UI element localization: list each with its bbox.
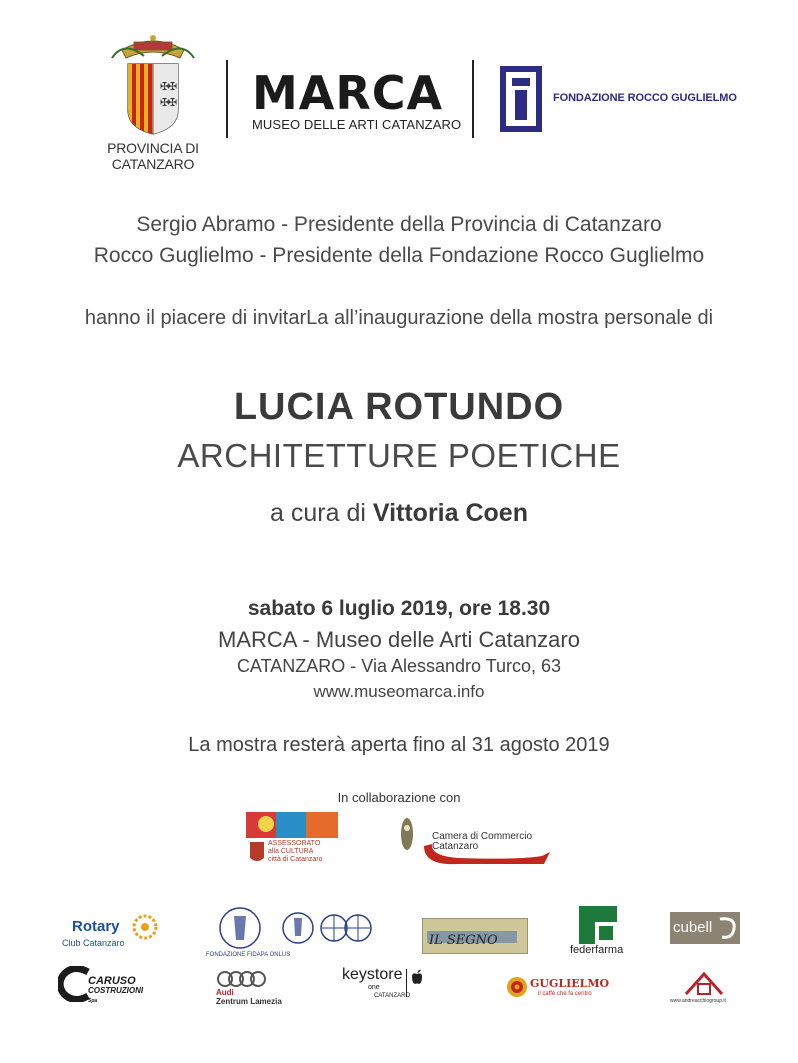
curator-name: Vittoria Coen (372, 499, 528, 527)
svg-text:✠: ✠ (168, 80, 178, 93)
guglielmo-target-icon (506, 976, 528, 998)
caruso-spa: Spa (88, 998, 98, 1004)
event-date: sabato 6 luglio 2019, ore 18.30 (247, 597, 551, 620)
assessorato-line3: città di Catanzaro (268, 856, 323, 863)
assessorato-line2: alla CULTURA (268, 848, 314, 855)
andreacchio-logo (668, 970, 742, 1006)
guglielmo-word: GUGLIELMO (530, 977, 610, 990)
fidapa-logo (206, 906, 378, 960)
provincia-logo (104, 28, 202, 178)
provincia-label-line2: CATANZARO (111, 156, 195, 172)
host-line-1: Sergio Abramo - Presidente della Provincia di Catanzaro (136, 213, 662, 236)
cubello-logo (670, 912, 740, 944)
host-line-2: Rocco Guglielmo - Presidente della Fondazione Rocco Guglielmo (93, 244, 705, 267)
fidapa-label: FONDAZIONE FIDAPA ONLUS (206, 952, 291, 958)
guglielmo-caffe-logo (506, 974, 610, 1004)
camera-commercio-logo (398, 816, 558, 870)
svg-text:✠: ✠ (160, 80, 170, 93)
audi-place: Zentrum Lamezia (216, 997, 282, 1006)
caruso-c-icon (58, 966, 92, 1002)
fondazione-label: FONDAZIONE ROCCO GUGLIELMO (553, 92, 737, 104)
provincia-crest-icon (104, 28, 202, 138)
camera-line1: Camera di Commercio (432, 831, 533, 842)
curator-line (0, 499, 798, 528)
svg-text:✠: ✠ (168, 96, 178, 109)
event-venue: MARCA - Museo delle Arti Catanzaro (218, 627, 580, 652)
assessorato-line1: ASSESSORATO (268, 840, 321, 847)
invitation-intro: hanno il piacere di invitarLa all’inaugurazione della mostra personale di (84, 307, 714, 329)
camera-line2: Catanzaro (432, 841, 479, 852)
federfarma-logo (570, 906, 630, 958)
fondazione-mark-icon (500, 66, 542, 132)
curator-prefix: a cura di (270, 499, 366, 527)
andreacchio-url: www.andreacchiogroup.it (670, 998, 726, 1004)
il-segno-word: IL SEGNO (429, 933, 498, 948)
cubello-word: cubell (673, 919, 713, 936)
marca-logo-word: MARCA (252, 66, 444, 120)
guglielmo-tagline: il caffè che fa centro (538, 991, 592, 997)
keystore-logo (340, 966, 436, 1006)
caruso-logo (58, 966, 154, 1006)
event-address: CATANZARO - Via Alessandro Turco, 63 (236, 656, 562, 676)
svg-text:✠: ✠ (160, 96, 170, 109)
assessorato-cultura-logo (246, 812, 338, 870)
collaboration-label: In collaborazione con (337, 790, 461, 805)
marca-logo-subtitle: MUSEO DELLE ARTI CATANZARO (252, 117, 462, 132)
exhibition-title: ARCHITETTURE POETICHE (177, 437, 621, 474)
provincia-label-line1: PROVINCIA DI (107, 140, 199, 156)
il-segno-logo (422, 918, 528, 954)
header-divider-left (226, 60, 228, 138)
andreacchio-house-icon (684, 970, 724, 996)
federfarma-word: federfarma (570, 944, 624, 956)
artist-name: LUCIA ROTUNDO (233, 386, 565, 428)
audi-word: Audi (216, 988, 234, 997)
header-divider-right (472, 60, 474, 138)
keystore-one: one (368, 984, 380, 991)
audi-rings-icon (216, 970, 268, 988)
open-until: La mostra resterà aperta fino al 31 agosto 2019 (188, 734, 610, 756)
keystore-word: keystore (342, 966, 403, 983)
apple-icon (410, 969, 424, 985)
rotary-word: Rotary (72, 918, 120, 935)
cubello-swirl-icon (716, 915, 738, 941)
caruso-subword (88, 986, 154, 1004)
audi-logo (214, 970, 284, 1010)
caruso-costruzioni: COSTRUZIONI (88, 986, 144, 995)
caruso-word: CARUSO (88, 975, 136, 987)
rotary-wheel-icon (132, 914, 158, 940)
fidapa-emblems-icon (206, 906, 378, 952)
event-website[interactable]: www.museomarca.info (313, 682, 485, 701)
rotary-logo (60, 910, 160, 950)
provincia-label (100, 140, 206, 172)
keystore-city: CATANZARO (374, 993, 411, 999)
rotary-club: Club Catanzaro (62, 938, 125, 948)
federfarma-icon (579, 906, 617, 944)
